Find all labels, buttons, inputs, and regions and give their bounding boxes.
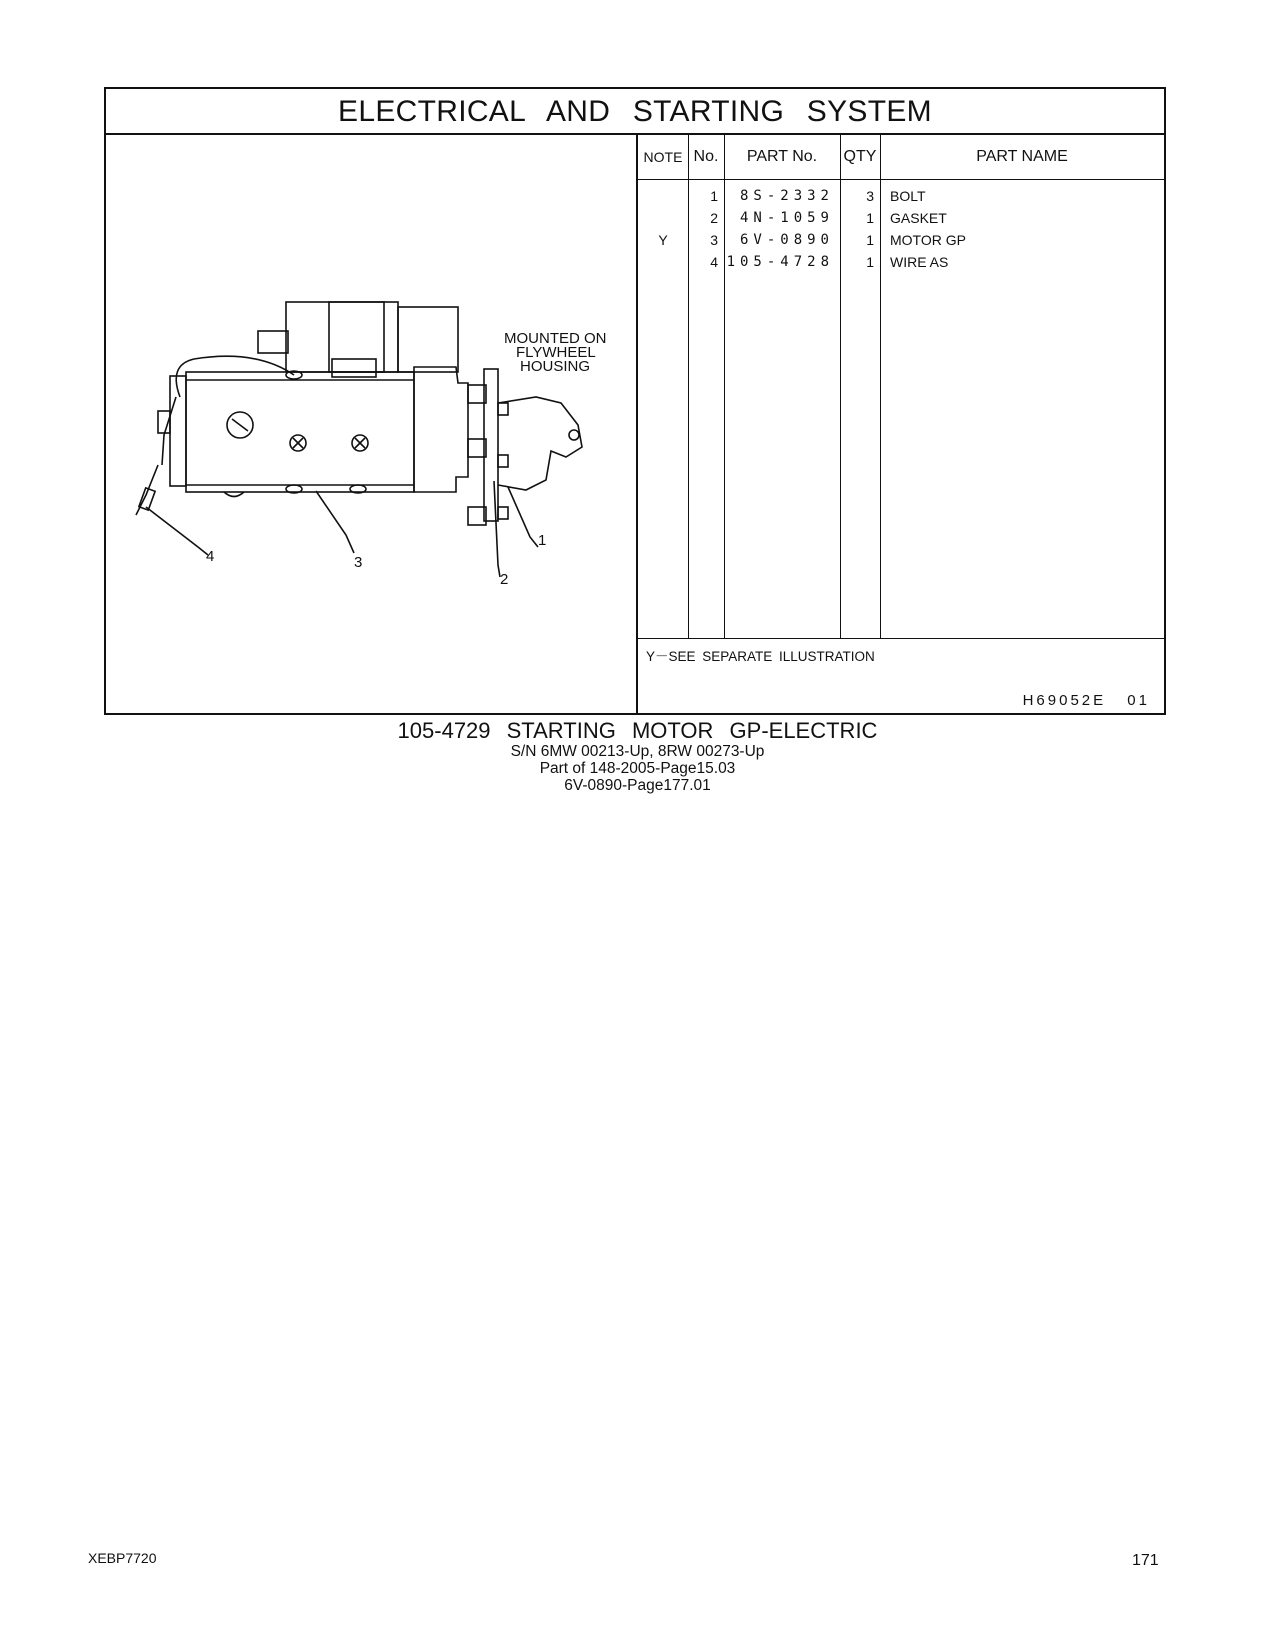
leader-1: [508, 487, 538, 547]
part-of-reference: Part of 148-2005-Page15.03: [539, 760, 736, 777]
flange-bolt: [498, 403, 508, 415]
row-1-part-name: BOLT: [890, 188, 926, 204]
header-no: No.: [693, 148, 719, 165]
row-2-no: 2: [710, 210, 718, 226]
page-number: 171: [1132, 1552, 1159, 1569]
illustration-code: H69052E 01: [1022, 692, 1150, 709]
mount-label-line2: FLYWHEEL: [516, 344, 596, 361]
row-3-part-name: MOTOR GP: [890, 232, 966, 248]
header-qty: QTY: [843, 148, 877, 165]
leader-4: [146, 507, 208, 555]
row-4-part-name: WIRE AS: [890, 254, 949, 270]
cross-reference: 6V-0890-Page177.01: [564, 777, 711, 794]
serial-range: S/N 6MW 00213-Up, 8RW 00273-Up: [510, 743, 765, 760]
parts-page-frame: [104, 87, 1166, 715]
row-3-note: Y: [658, 232, 668, 248]
row-3-part-no: 6V-0890: [739, 232, 834, 248]
assembly-title: 105-4729 STARTING MOTOR GP-ELECTRIC: [397, 718, 878, 743]
row-2-part-no: 4N-1059: [739, 210, 834, 226]
row-3-qty: 1: [866, 232, 874, 248]
flange-bolt: [498, 507, 508, 519]
leader-3: [316, 491, 354, 553]
row-4-qty: 1: [866, 254, 874, 270]
nose-housing: [414, 367, 468, 492]
row-4-note: [638, 251, 688, 273]
section-title: ELECTRICAL AND STARTING SYSTEM: [106, 89, 1164, 135]
table-footnote: Y－SEE SEPARATE ILLUSTRATION: [646, 649, 875, 664]
row-1-part-no: 8S-2332: [739, 188, 834, 204]
table-footer-divider: [638, 638, 1164, 639]
solenoid-bracket: [332, 359, 376, 377]
drive-end: [498, 397, 582, 490]
starting-motor-drawing: [106, 135, 636, 713]
solenoid-terminal: [258, 331, 288, 353]
mount-label-line1: MOUNTED ON: [504, 330, 607, 347]
row-3-no: 3: [710, 232, 718, 248]
callout-4: 4: [206, 548, 215, 565]
callout-3: 3: [354, 554, 363, 571]
header-note: NOTE: [643, 149, 683, 165]
flange-bolt: [498, 455, 508, 467]
header-part-no: PART No.: [746, 148, 818, 165]
row-4-no: 4: [710, 254, 718, 270]
starting-motor-illustration: [106, 135, 636, 713]
header-part-name: PART NAME: [976, 148, 1068, 165]
leader-2: [494, 481, 500, 577]
row-2-qty: 1: [866, 210, 874, 226]
row-2-note: [638, 207, 688, 229]
callout-2: 2: [500, 571, 509, 588]
wire-harness: [176, 356, 294, 397]
row-1-no: 1: [710, 188, 718, 204]
wire-lead: [162, 397, 176, 465]
column-divider: [880, 135, 881, 638]
row-1-qty: 3: [866, 188, 874, 204]
row-4-part-no: 105-4728: [726, 254, 834, 270]
mount-label-line3: HOUSING: [520, 358, 591, 375]
pinion: [569, 430, 579, 440]
parts-table: [636, 135, 1164, 713]
document-id: XEBP7720: [88, 1550, 157, 1566]
solenoid-end: [398, 307, 458, 372]
motor-housing: [186, 372, 414, 492]
callout-1: 1: [538, 532, 547, 549]
row-2-part-name: GASKET: [890, 210, 947, 226]
solenoid-body: [286, 302, 398, 372]
row-1-note: [638, 185, 688, 207]
